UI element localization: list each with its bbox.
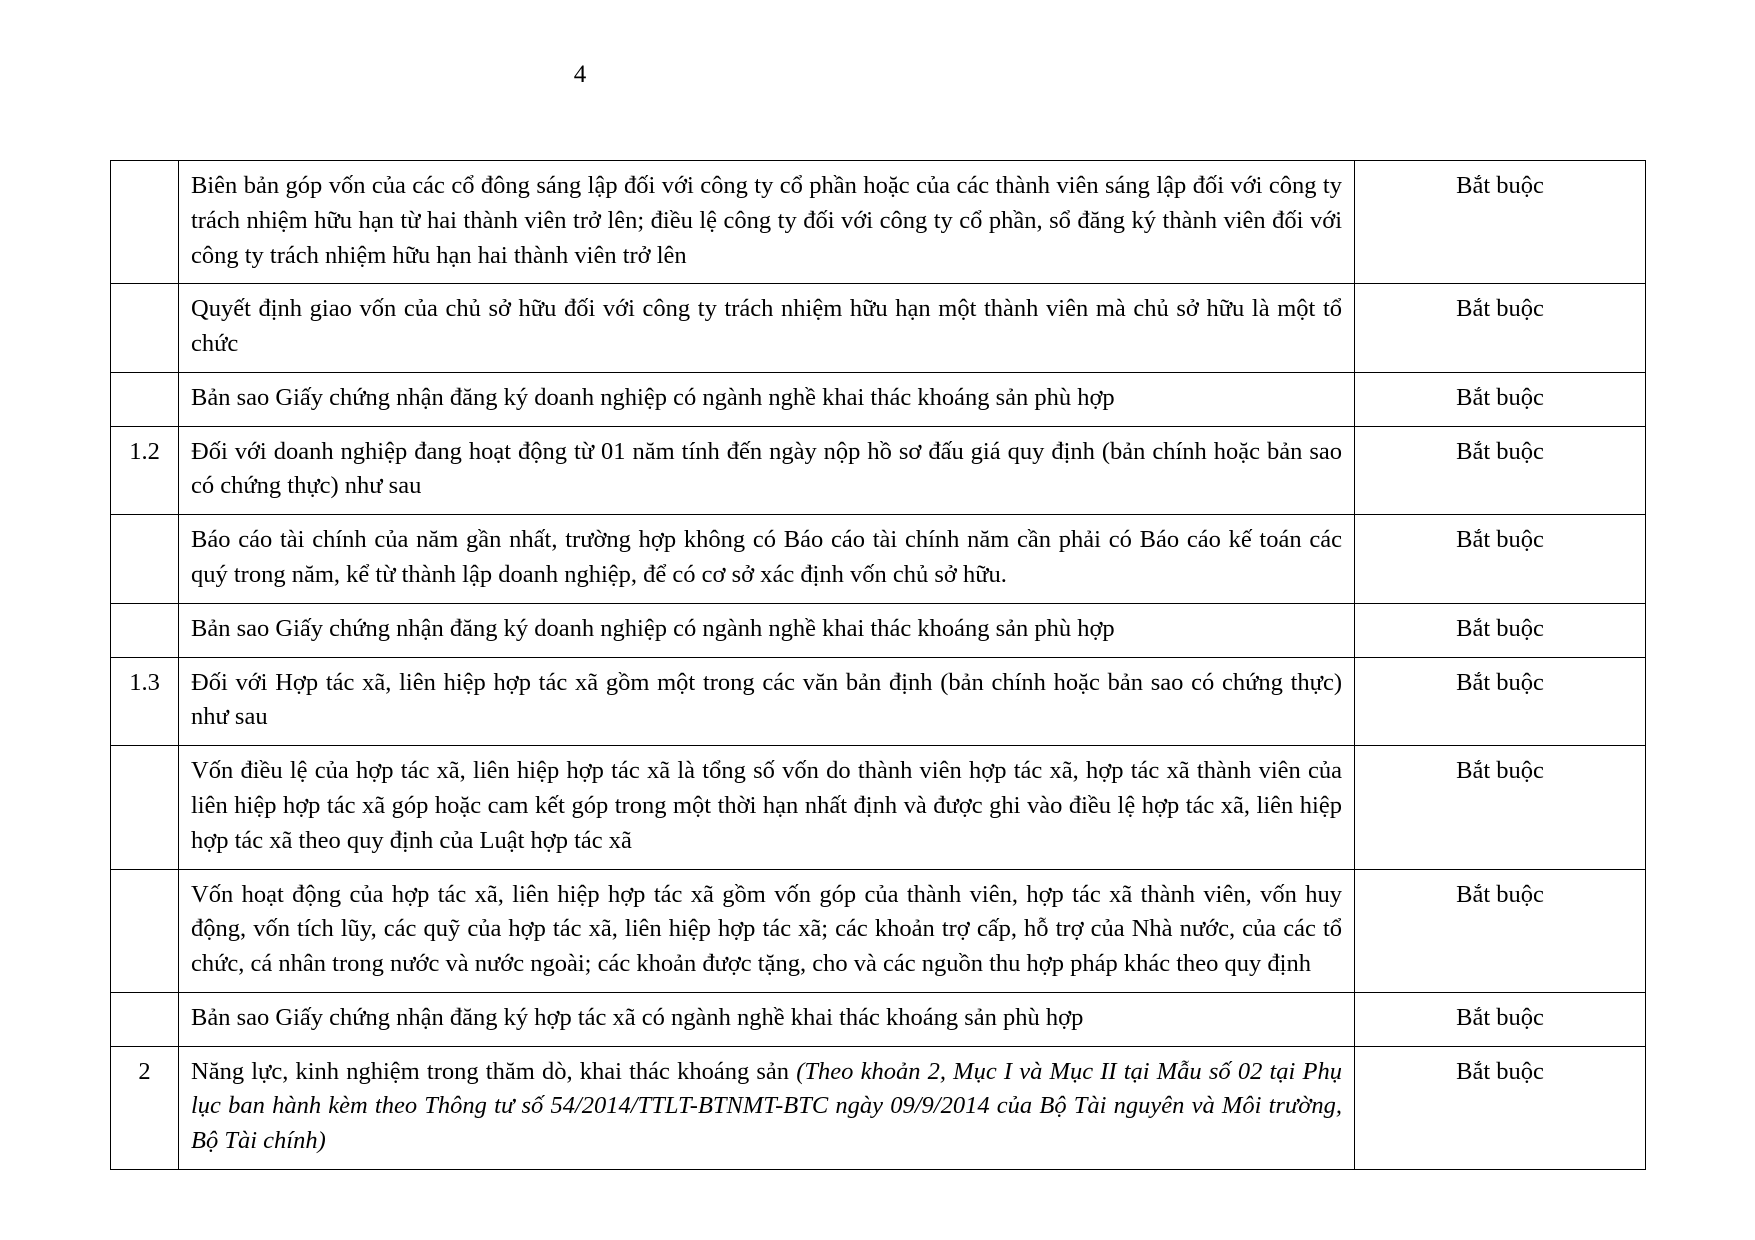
row-text: Bản sao Giấy chứng nhận đăng ký hợp tác xã có ngành nghề khai thác khoáng sản phù hợp xyxy=(191,1003,1084,1031)
requirements-table-wrapper xyxy=(110,160,1645,1170)
row-number xyxy=(111,284,179,373)
row-requirement: Bắt buộc xyxy=(1355,746,1646,869)
page-number: 4 xyxy=(573,61,587,88)
table-row xyxy=(111,746,1646,869)
table-row xyxy=(111,992,1646,1046)
row-number xyxy=(111,746,179,869)
row-number xyxy=(111,372,179,426)
row-text: Bản sao Giấy chứng nhận đăng ký doanh nghiệp có ngành nghề khai thác khoáng sản phù hợp xyxy=(191,614,1115,642)
row-content xyxy=(179,515,1355,604)
row-requirement: Bắt buộc xyxy=(1355,657,1646,746)
table-row xyxy=(111,603,1646,657)
row-content xyxy=(179,869,1355,992)
row-number xyxy=(111,992,179,1046)
table-row xyxy=(111,161,1646,284)
requirements-table xyxy=(110,160,1646,1170)
row-text: Đối với doanh nghiệp đang hoạt động từ 01 năm tính đến ngày nộp hồ sơ đấu giá quy định (bản chính hoặc bản sao có chứng thực) như sau xyxy=(191,437,1342,500)
row-text: Báo cáo tài chính của năm gần nhất, trường hợp không có Báo cáo tài chính năm cần phải có Báo cáo kế toán các quý trong năm, kể từ thành lập doanh nghiệp, để có cơ sở xác định vốn chủ sở hữu. xyxy=(191,526,1342,589)
row-requirement: Bắt buộc xyxy=(1355,284,1646,373)
row-content xyxy=(179,372,1355,426)
table-row xyxy=(111,1046,1646,1169)
row-text: Biên bản góp vốn của các cổ đông sáng lập đối với công ty cổ phần hoặc của các thành viên sáng lập đối với công ty trách nhiệm hữu hạn từ hai thành viên trở lên; điều lệ công ty đối với công ty cổ phần, sổ đăng ký thành viên đối với công ty trách nhiệm hữu hạn hai thành viên trở lên xyxy=(191,172,1342,269)
row-requirement: Bắt buộc xyxy=(1355,603,1646,657)
row-requirement: Bắt buộc xyxy=(1355,869,1646,992)
row-text: Đối với Hợp tác xã, liên hiệp hợp tác xã gồm một trong các văn bản định (bản chính hoặc bản sao có chứng thực) như sau xyxy=(191,668,1342,731)
row-number xyxy=(111,161,179,284)
row-content xyxy=(179,284,1355,373)
row-requirement: Bắt buộc xyxy=(1355,426,1646,515)
row-text: Vốn hoạt động của hợp tác xã, liên hiệp hợp tác xã gồm vốn góp của thành viên, hợp tác xã thành viên, vốn huy động, vốn tích lũy, các quỹ của hợp tác xã, liên hiệp hợp tác xã; các khoản trợ cấp, hỗ trợ của Nhà nước, của các tổ chức, cá nhân trong nước và nước ngoài; các khoản được tặng, cho và các nguồn thu hợp pháp khác theo quy định xyxy=(191,880,1342,978)
table-row xyxy=(111,426,1646,515)
row-number: 1.2 xyxy=(111,426,179,515)
row-requirement: Bắt buộc xyxy=(1355,992,1646,1046)
row-requirement: Bắt buộc xyxy=(1355,515,1646,604)
table-row xyxy=(111,372,1646,426)
row-content xyxy=(179,657,1355,746)
row-requirement: Bắt buộc xyxy=(1355,1046,1646,1169)
row-content xyxy=(179,426,1355,515)
row-number: 2 xyxy=(111,1046,179,1169)
table-row xyxy=(111,284,1646,373)
row-number: 1.3 xyxy=(111,657,179,746)
row-content xyxy=(179,603,1355,657)
row-number xyxy=(111,603,179,657)
row-text: Bản sao Giấy chứng nhận đăng ký doanh nghiệp có ngành nghề khai thác khoáng sản phù hợp xyxy=(191,383,1115,411)
row-content xyxy=(179,992,1355,1046)
row-content xyxy=(179,161,1355,284)
row-requirement: Bắt buộc xyxy=(1355,372,1646,426)
table-row xyxy=(111,657,1646,746)
row-text: Năng lực, kinh nghiệm trong thăm dò, khai thác khoáng sản xyxy=(191,1057,797,1085)
row-text-reference: (Theo khoản 2, Mục I và Mục II tại Mẫu số 02 tại Phụ lục ban hành kèm theo Thông tư số 54/2014/TTLT-BTNMT-BTC ngày 09/9/2014 của Bộ Tài nguyên và Môi trường, Bộ Tài chính) xyxy=(191,1057,1343,1155)
table-row xyxy=(111,869,1646,992)
table-row xyxy=(111,515,1646,604)
row-requirement: Bắt buộc xyxy=(1355,161,1646,284)
row-text: Quyết định giao vốn của chủ sở hữu đối với công ty trách nhiệm hữu hạn một thành viên mà chủ sở hữu là một tổ chức xyxy=(191,295,1342,358)
row-number xyxy=(111,515,179,604)
row-content xyxy=(179,746,1355,869)
row-number xyxy=(111,869,179,992)
row-content xyxy=(179,1046,1355,1169)
row-text: Vốn điều lệ của hợp tác xã, liên hiệp hợp tác xã là tổng số vốn do thành viên hợp tác xã, hợp tác xã thành viên của liên hiệp hợp tác xã góp hoặc cam kết góp trong một thời hạn nhất định và được ghi vào điều lệ hợp tác xã, liên hiệp hợp tác xã theo quy định của Luật hợp tác xã xyxy=(191,757,1342,854)
